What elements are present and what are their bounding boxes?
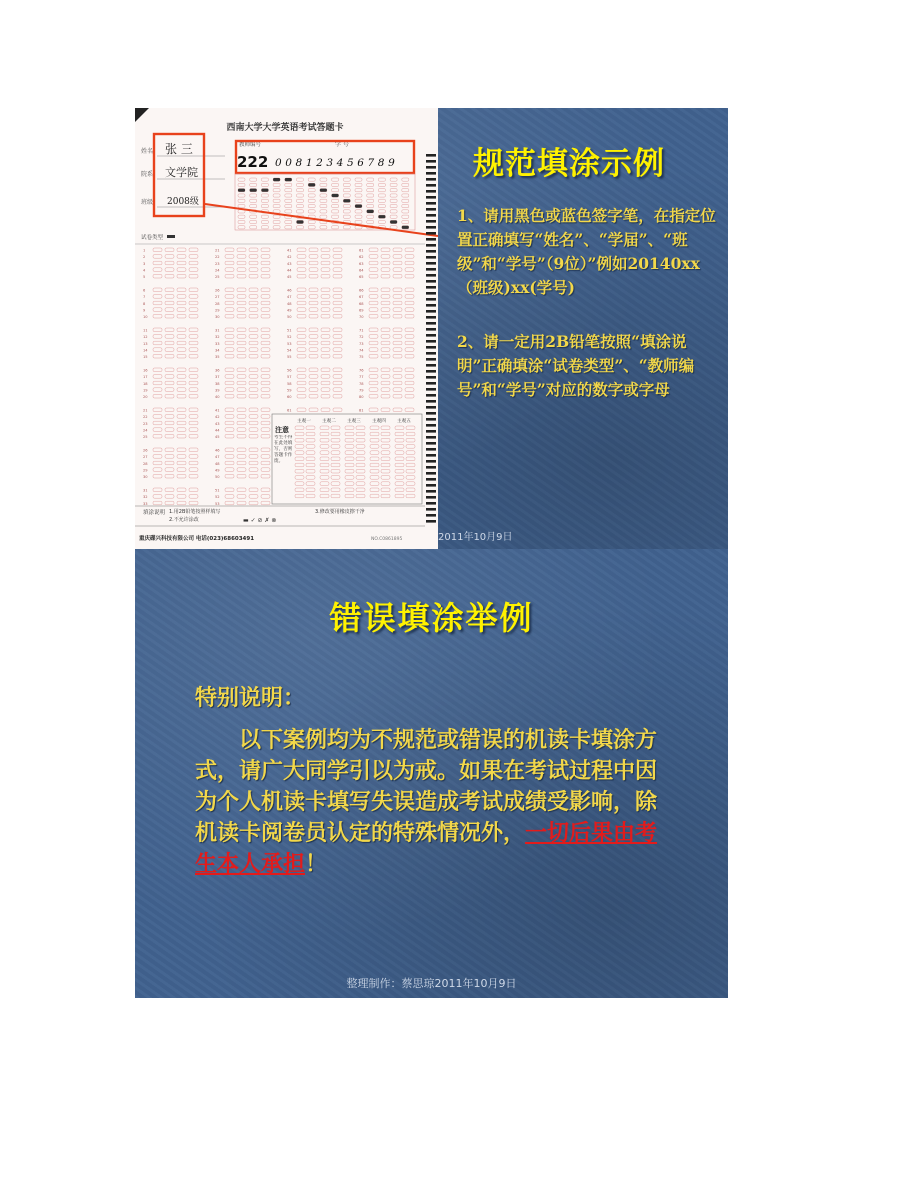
svg-text:66: 66	[359, 288, 364, 293]
instruction-1: 1、请用黑色或蓝色签字笔，在指定位置正确填写“姓名”、“学届”、“班级”和“学号”（9位）”例如20140xx（班级)xx(学号)	[457, 206, 716, 297]
svg-text:50: 50	[215, 475, 220, 479]
svg-text:30: 30	[215, 315, 220, 319]
svg-text:44: 44	[215, 428, 220, 433]
svg-text:▬ ✓ ⊘ ✗ ⊗: ▬ ✓ ⊘ ✗ ⊗	[243, 517, 277, 524]
svg-text:60: 60	[287, 395, 292, 399]
svg-text:47: 47	[287, 295, 292, 300]
sheet-maker: 重庆碟兴科技有限公司 电话(023)68603491	[139, 536, 255, 542]
svg-text:81: 81	[359, 408, 364, 413]
svg-text:14: 14	[143, 348, 148, 353]
svg-text:12: 12	[143, 335, 148, 340]
answer-sheet-image	[135, 108, 438, 549]
svg-text:21: 21	[143, 408, 148, 413]
svg-text:22: 22	[143, 415, 148, 420]
fill-rule-3: 3.修改要用橡皮擦干净	[315, 509, 365, 515]
standard-fill-title: 规范填涂示例	[473, 146, 665, 182]
svg-text:31: 31	[143, 488, 148, 493]
svg-text:15: 15	[143, 355, 148, 359]
svg-text:58: 58	[287, 381, 292, 386]
svg-text:26: 26	[143, 448, 148, 453]
svg-text:29: 29	[215, 308, 220, 313]
sheet-name-label: 姓名	[141, 148, 154, 155]
svg-text:23: 23	[215, 261, 220, 266]
svg-text:31: 31	[215, 328, 220, 333]
fill-label: 填涂说明	[143, 510, 166, 516]
svg-text:4: 4	[143, 268, 146, 273]
sheet-name-value: 张 三	[165, 142, 193, 156]
svg-text:24: 24	[143, 428, 148, 433]
slide1-date: 2011年10月9日	[438, 532, 513, 543]
paragraph-text: 以下案例均为不规范或错误的机读卡填涂方式，请广大同学引以为戒。如果在考试过程中因为个人机读卡填写失误造成考试成绩受影响，除机读卡阅卷员认定的特殊情况外，	[195, 727, 658, 846]
svg-text:61: 61	[359, 248, 364, 253]
svg-text:13: 13	[143, 341, 148, 346]
special-note-paragraph	[195, 725, 675, 880]
svg-text:36: 36	[215, 368, 220, 373]
special-note-heading: 特别说明：	[195, 685, 306, 711]
svg-text:8: 8	[143, 301, 146, 306]
svg-text:46: 46	[287, 288, 292, 293]
paper-type-label: 试卷类型	[141, 235, 164, 241]
svg-text:61: 61	[287, 408, 292, 413]
slide-standard-fill	[135, 108, 728, 549]
svg-text:80: 80	[359, 395, 364, 399]
svg-text:42: 42	[215, 415, 220, 420]
svg-text:78: 78	[359, 381, 364, 386]
answer-sheet	[135, 108, 438, 549]
svg-text:75: 75	[359, 355, 364, 359]
svg-text:70: 70	[359, 315, 364, 319]
student-id-label: 学 号	[335, 141, 349, 148]
svg-text:51: 51	[287, 328, 292, 333]
svg-text:16: 16	[143, 368, 148, 373]
svg-text:53: 53	[215, 501, 220, 506]
svg-text:74: 74	[359, 348, 364, 353]
svg-text:1: 1	[143, 248, 146, 253]
svg-text:9: 9	[143, 308, 146, 313]
svg-text:33: 33	[215, 341, 220, 346]
svg-text:30: 30	[143, 475, 148, 479]
svg-text:62: 62	[359, 255, 364, 260]
subjective-header: 主观三	[347, 419, 361, 424]
subjective-header: 主观二	[322, 419, 336, 424]
svg-text:10: 10	[143, 315, 148, 319]
svg-text:20: 20	[143, 395, 148, 399]
fill-rule-2: 2.不允许涂改	[169, 517, 199, 523]
sheet-title: 西南大学大学英语考试答题卡	[226, 123, 344, 133]
svg-text:25: 25	[215, 275, 220, 279]
svg-text:47: 47	[215, 455, 220, 460]
svg-text:28: 28	[215, 301, 220, 306]
svg-text:59: 59	[287, 388, 292, 393]
svg-text:49: 49	[215, 468, 220, 473]
svg-text:18: 18	[143, 381, 148, 386]
svg-text:77: 77	[359, 375, 364, 380]
svg-text:76: 76	[359, 368, 364, 373]
svg-text:49: 49	[287, 308, 292, 313]
svg-text:79: 79	[359, 388, 364, 393]
svg-text:48: 48	[215, 461, 220, 466]
svg-text:24: 24	[215, 268, 220, 273]
sheet-college-label: 院系	[141, 171, 154, 178]
svg-text:45: 45	[287, 275, 292, 279]
svg-text:26: 26	[215, 288, 220, 293]
svg-text:71: 71	[359, 328, 364, 333]
sheet-serial: NO.C0861895	[371, 537, 403, 542]
svg-text:46: 46	[215, 448, 220, 453]
svg-text:3: 3	[143, 261, 146, 266]
svg-text:43: 43	[287, 261, 292, 266]
sheet-class-value: 2008级	[167, 197, 199, 207]
subjective-header: 主观一	[297, 419, 311, 424]
svg-text:51: 51	[215, 488, 220, 493]
svg-text:52: 52	[215, 495, 220, 500]
fill-rule-1: 1.用2B铅笔按照样填写	[169, 509, 221, 515]
teacher-code-value: 222	[237, 153, 269, 171]
svg-text:22: 22	[215, 255, 220, 260]
svg-text:72: 72	[359, 335, 364, 340]
svg-text:65: 65	[359, 275, 364, 279]
svg-text:43: 43	[215, 421, 220, 426]
svg-text:56: 56	[287, 368, 292, 373]
subjective-header: 主观四	[372, 419, 386, 424]
svg-text:44: 44	[287, 268, 292, 273]
svg-text:32: 32	[215, 335, 220, 340]
svg-text:38: 38	[215, 381, 220, 386]
svg-text:33: 33	[143, 501, 148, 506]
consequence-highlight: 一切后果由考生本人承担	[195, 820, 658, 877]
svg-text:2: 2	[143, 255, 146, 260]
slide2-footer: 整理制作：蔡思琼2011年10月9日	[346, 977, 517, 990]
svg-text:35: 35	[215, 355, 220, 359]
svg-text:64: 64	[359, 268, 364, 273]
svg-text:27: 27	[143, 455, 148, 460]
svg-text:17: 17	[143, 375, 148, 380]
svg-text:28: 28	[143, 461, 148, 466]
svg-text:52: 52	[287, 335, 292, 340]
instruction-2: 2、请一定用2B铅笔按照“填涂说明”正确填涂“试卷类型”、“教师编号”和“学号”对应的数字或字母	[457, 332, 695, 399]
svg-text:55: 55	[287, 355, 292, 359]
svg-text:37: 37	[215, 375, 220, 380]
sheet-class-label: 班级	[141, 199, 154, 206]
svg-text:11: 11	[143, 328, 148, 333]
svg-text:25: 25	[143, 435, 148, 439]
subjective-header: 主观五	[397, 419, 411, 424]
svg-text:7: 7	[143, 295, 146, 300]
svg-text:54: 54	[287, 348, 292, 353]
svg-text:23: 23	[143, 421, 148, 426]
student-id-value: 008123456789	[275, 157, 399, 169]
paragraph-end: ！	[305, 851, 328, 877]
svg-text:41: 41	[287, 248, 292, 253]
svg-text:68: 68	[359, 301, 364, 306]
svg-text:5: 5	[143, 275, 146, 279]
notice-label: 注意	[275, 426, 289, 434]
svg-text:53: 53	[287, 341, 292, 346]
svg-text:63: 63	[359, 261, 364, 266]
slide-wrong-fill	[135, 549, 728, 998]
svg-text:41: 41	[215, 408, 220, 413]
svg-text:32: 32	[143, 495, 148, 500]
svg-text:40: 40	[215, 395, 220, 399]
svg-text:50: 50	[287, 315, 292, 319]
svg-text:42: 42	[287, 255, 292, 260]
svg-text:29: 29	[143, 468, 148, 473]
teacher-code-label: 教师编号	[239, 142, 262, 148]
svg-text:45: 45	[215, 435, 220, 439]
svg-text:27: 27	[215, 295, 220, 300]
svg-text:19: 19	[143, 388, 148, 393]
svg-text:73: 73	[359, 341, 364, 346]
svg-text:48: 48	[287, 301, 292, 306]
svg-text:34: 34	[215, 348, 220, 353]
svg-text:39: 39	[215, 388, 220, 393]
svg-text:69: 69	[359, 308, 364, 313]
notice-text: 考生不得在此处填写，否则答题卡作废。	[274, 435, 293, 464]
svg-text:6: 6	[143, 288, 146, 293]
svg-text:67: 67	[359, 295, 364, 300]
svg-text:57: 57	[287, 375, 292, 380]
sheet-college-value: 文学院	[165, 166, 198, 179]
svg-text:21: 21	[215, 248, 220, 253]
wrong-fill-title: 错误填涂举例	[329, 599, 534, 637]
